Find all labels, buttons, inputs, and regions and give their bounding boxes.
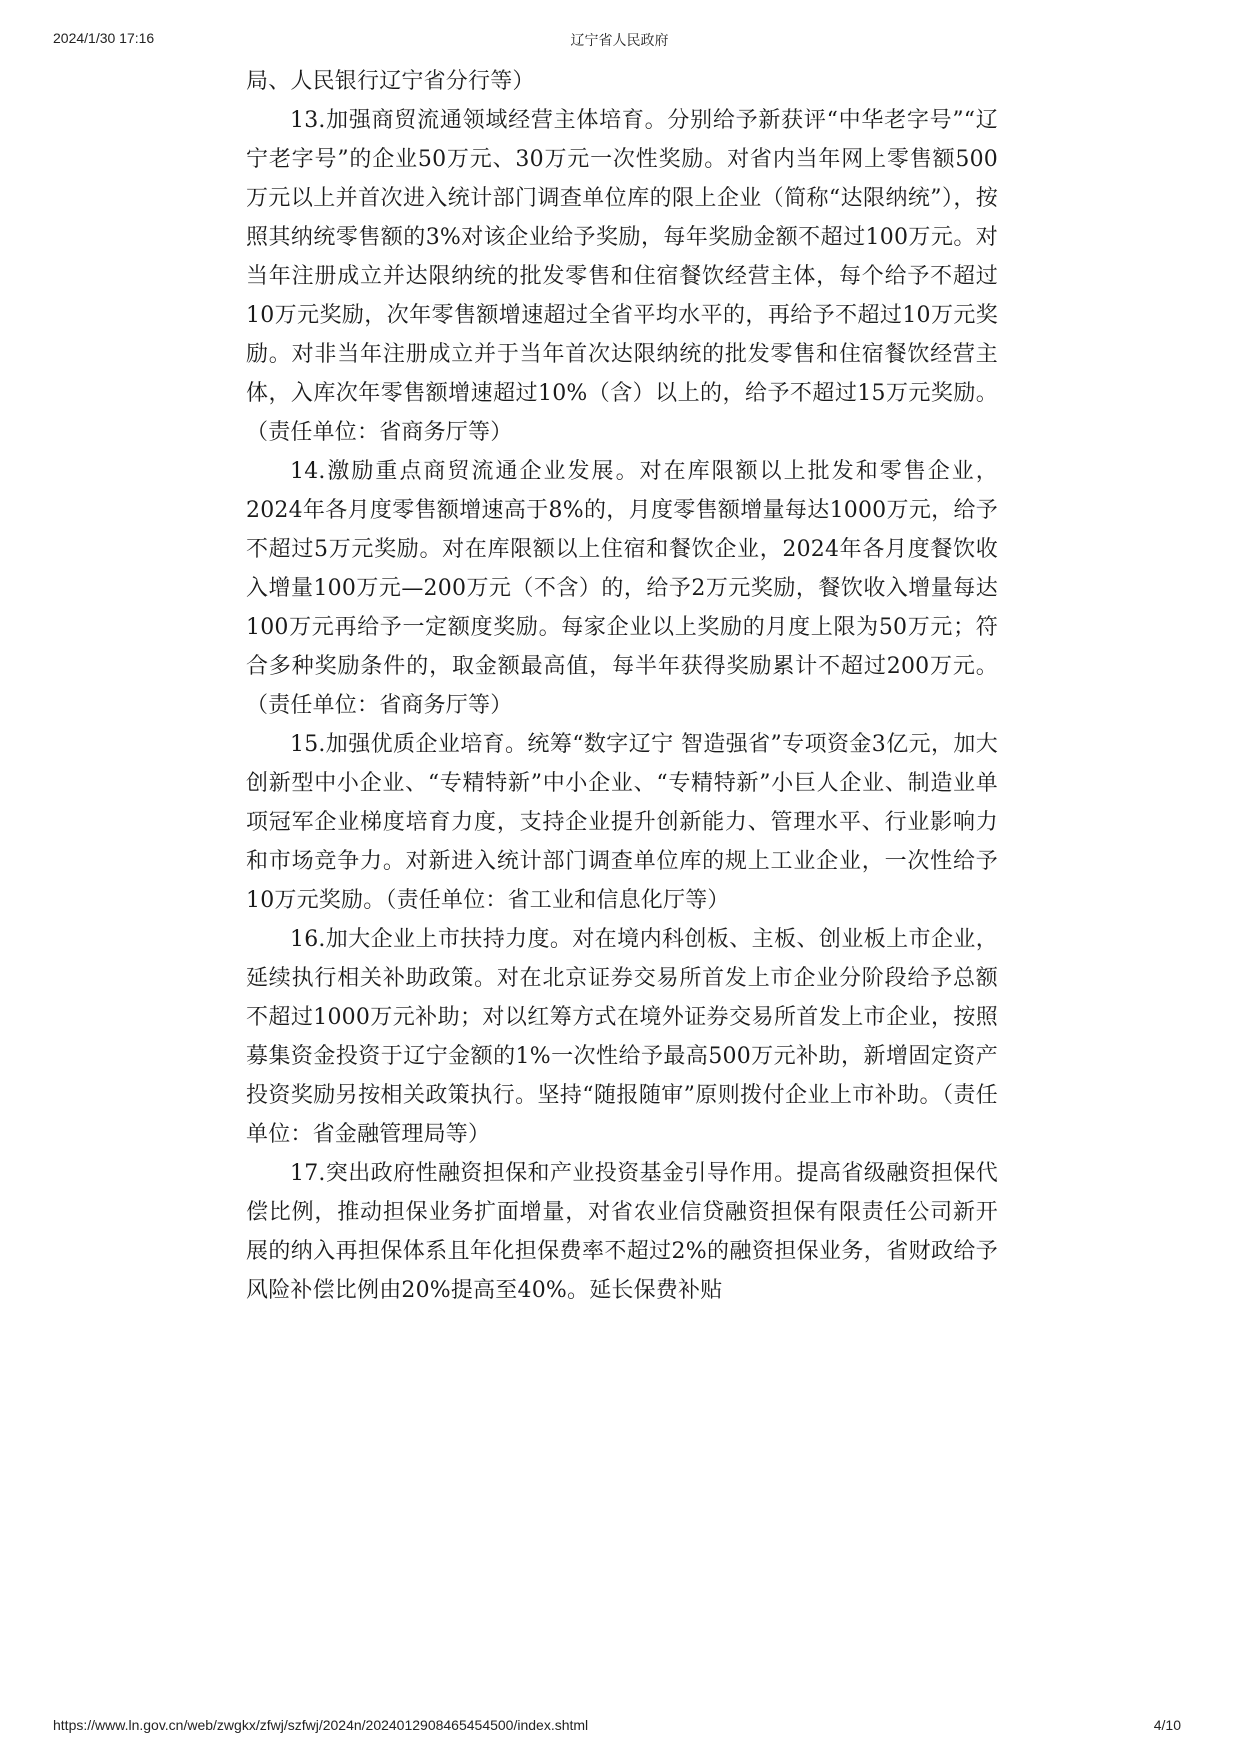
paragraph-item-14: 14.激励重点商贸流通企业发展。对在库限额以上批发和零售企业，2024年各月度零售额增速高于8%的，月度零售额增量每达1000万元，给予不超过5万元奖励。对在库限额以上住宿和餐饮企业，2024年各月度餐饮收入增量100万元—200万元（不含）的，给予2万元奖励，餐饮收入增量每达100万元再给予一定额度奖励。每家企业以上奖励的月度上限为50万元；符合多种奖励条件的，取金额最高值，每半年获得奖励累计不超过200万元。（责任单位：省商务厅等） [246, 459, 998, 718]
paragraph-continuation: 局、人民银行辽宁省分行等） [246, 69, 535, 94]
page-header [0, 30, 1239, 50]
paragraph-item-17: 17.突出政府性融资担保和产业投资基金引导作用。提高省级融资担保代偿比例，推动担保业务扩面增量，对省农业信贷融资担保有限责任公司新开展的纳入再担保体系且年化担保费率不超过2%的融资担保业务，省财政给予风险补偿比例由20%提高至40%。延长保费补贴 [246, 1161, 998, 1303]
page-number: 4/10 [1153, 1717, 1181, 1733]
page-url: https://www.ln.gov.cn/web/zwgkx/zfwj/szfwj/2024n/2024012908465454500/index.shtml [53, 1717, 589, 1733]
site-title: 辽宁省人民政府 [570, 32, 669, 48]
paragraph-item-15: 15.加强优质企业培育。统筹“数字辽宁 智造强省”专项资金3亿元，加大创新型中小企业、“专精特新”中小企业、“专精特新”小巨人企业、制造业单项冠军企业梯度培育力度，支持企业提升创新能力、管理水平、行业影响力和市场竞争力。对新进入统计部门调查单位库的规上工业企业，一次性给予10万元奖励。（责任单位：省工业和信息化厅等） [246, 732, 998, 913]
page-footer [0, 1717, 1239, 1737]
print-datetime: 2024/1/30 17:16 [53, 30, 155, 46]
paragraph-item-13: 13.加强商贸流通领域经营主体培育。分别给予新获评“中华老字号”“辽宁老字号”的企业50万元、30万元一次性奖励。对省内当年网上零售额500万元以上并首次进入统计部门调查单位库的限上企业（简称“达限纳统”），按照其纳统零售额的3%对该企业给予奖励，每年奖励金额不超过100万元。对当年注册成立并达限纳统的批发零售和住宿餐饮经营主体，每个给予不超过10万元奖励，次年零售额增速超过全省平均水平的，再给予不超过10万元奖励。对非当年注册成立并于当年首次达限纳统的批发零售和住宿餐饮经营主体，入库次年零售额增速超过10%（含）以上的，给予不超过15万元奖励。（责任单位：省商务厅等） [246, 108, 998, 445]
paragraph-item-16: 16.加大企业上市扶持力度。对在境内科创板、主板、创业板上市企业，延续执行相关补助政策。对在北京证券交易所首发上市企业分阶段给予总额不超过1000万元补助；对以红筹方式在境外证券交易所首发上市企业，按照募集资金投资于辽宁金额的1%一次性给予最高500万元补助，新增固定资产投资奖励另按相关政策执行。坚持“随报随审”原则拨付企业上市补助。（责任单位：省金融管理局等） [246, 927, 998, 1147]
document-body [246, 62, 998, 1310]
